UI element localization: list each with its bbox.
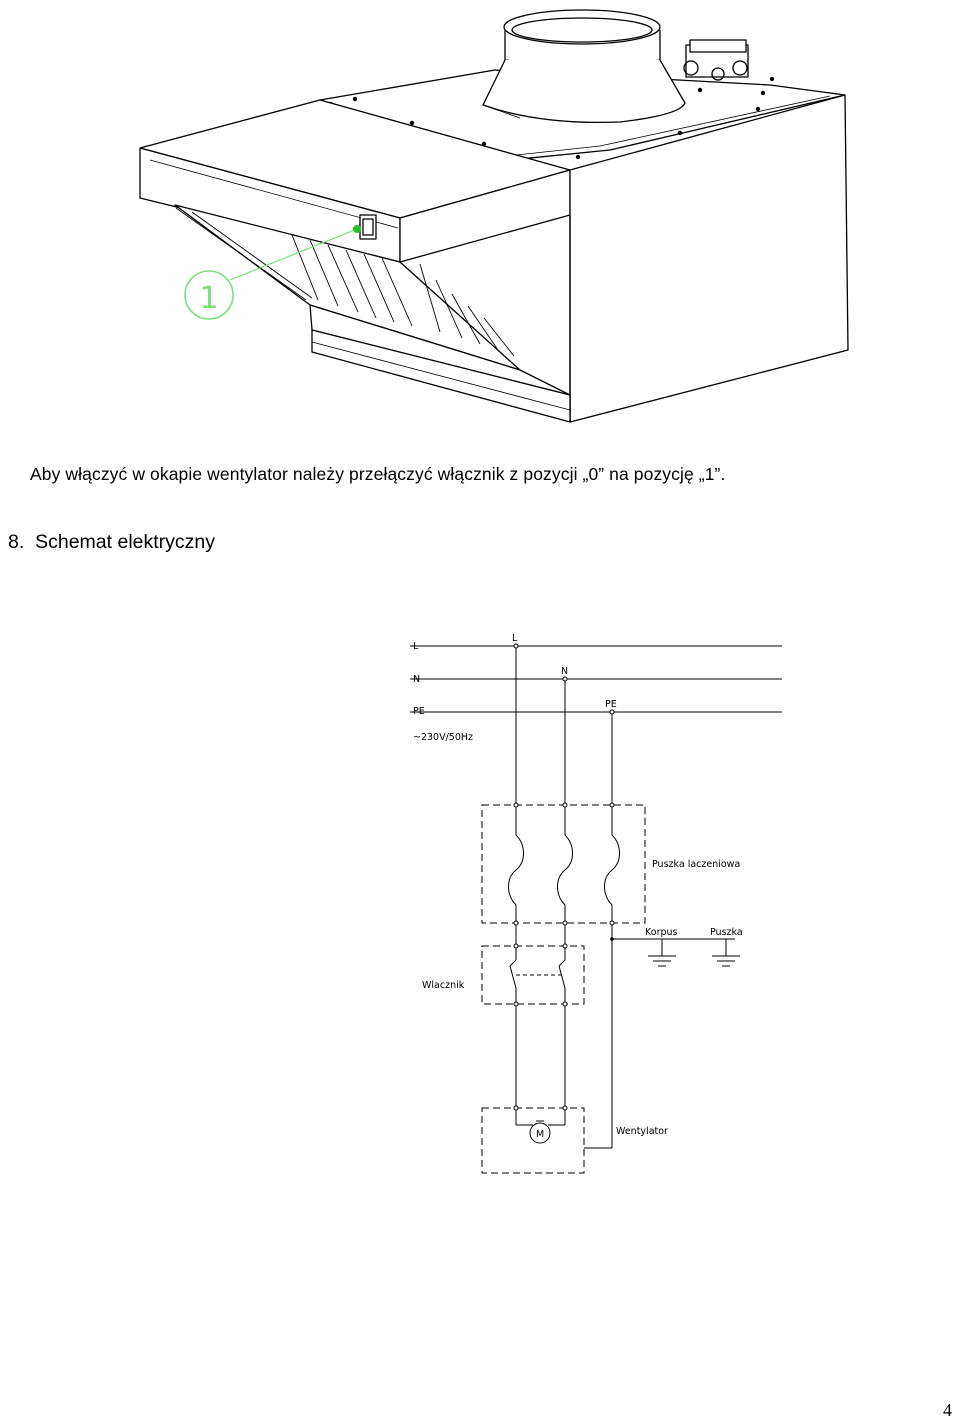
switch-label: Wlacznik [422,980,465,991]
ground-korpus-label: Korpus [645,927,678,938]
section-number: 8. [8,531,25,553]
bus-label-pe: PE [413,706,425,717]
electrical-schematic [395,625,795,1190]
tag-l: L [512,633,518,644]
instruction-text: Aby włączyć w okapie wentylator należy przełączyć włącznik z pozycji „0” na pozycję „1”. [30,464,726,484]
tag-pe: PE [605,699,617,710]
section-heading [8,531,215,554]
fan-label: Wentylator [616,1126,668,1137]
motor-symbol: M [536,1129,545,1140]
hood-drawing [0,0,960,440]
callout-number: 1 [199,281,219,316]
ground-puszka-label: Puszka [710,927,743,938]
tag-n: N [561,666,569,677]
supply-label: ~230V/50Hz [413,732,474,743]
section-title: Schemat elektryczny [35,531,216,553]
junction-box-label: Puszka laczeniowa [652,859,741,870]
bus-label-l: L [413,641,419,652]
page-number: 4 [943,1400,952,1420]
bus-label-n: N [413,674,421,685]
